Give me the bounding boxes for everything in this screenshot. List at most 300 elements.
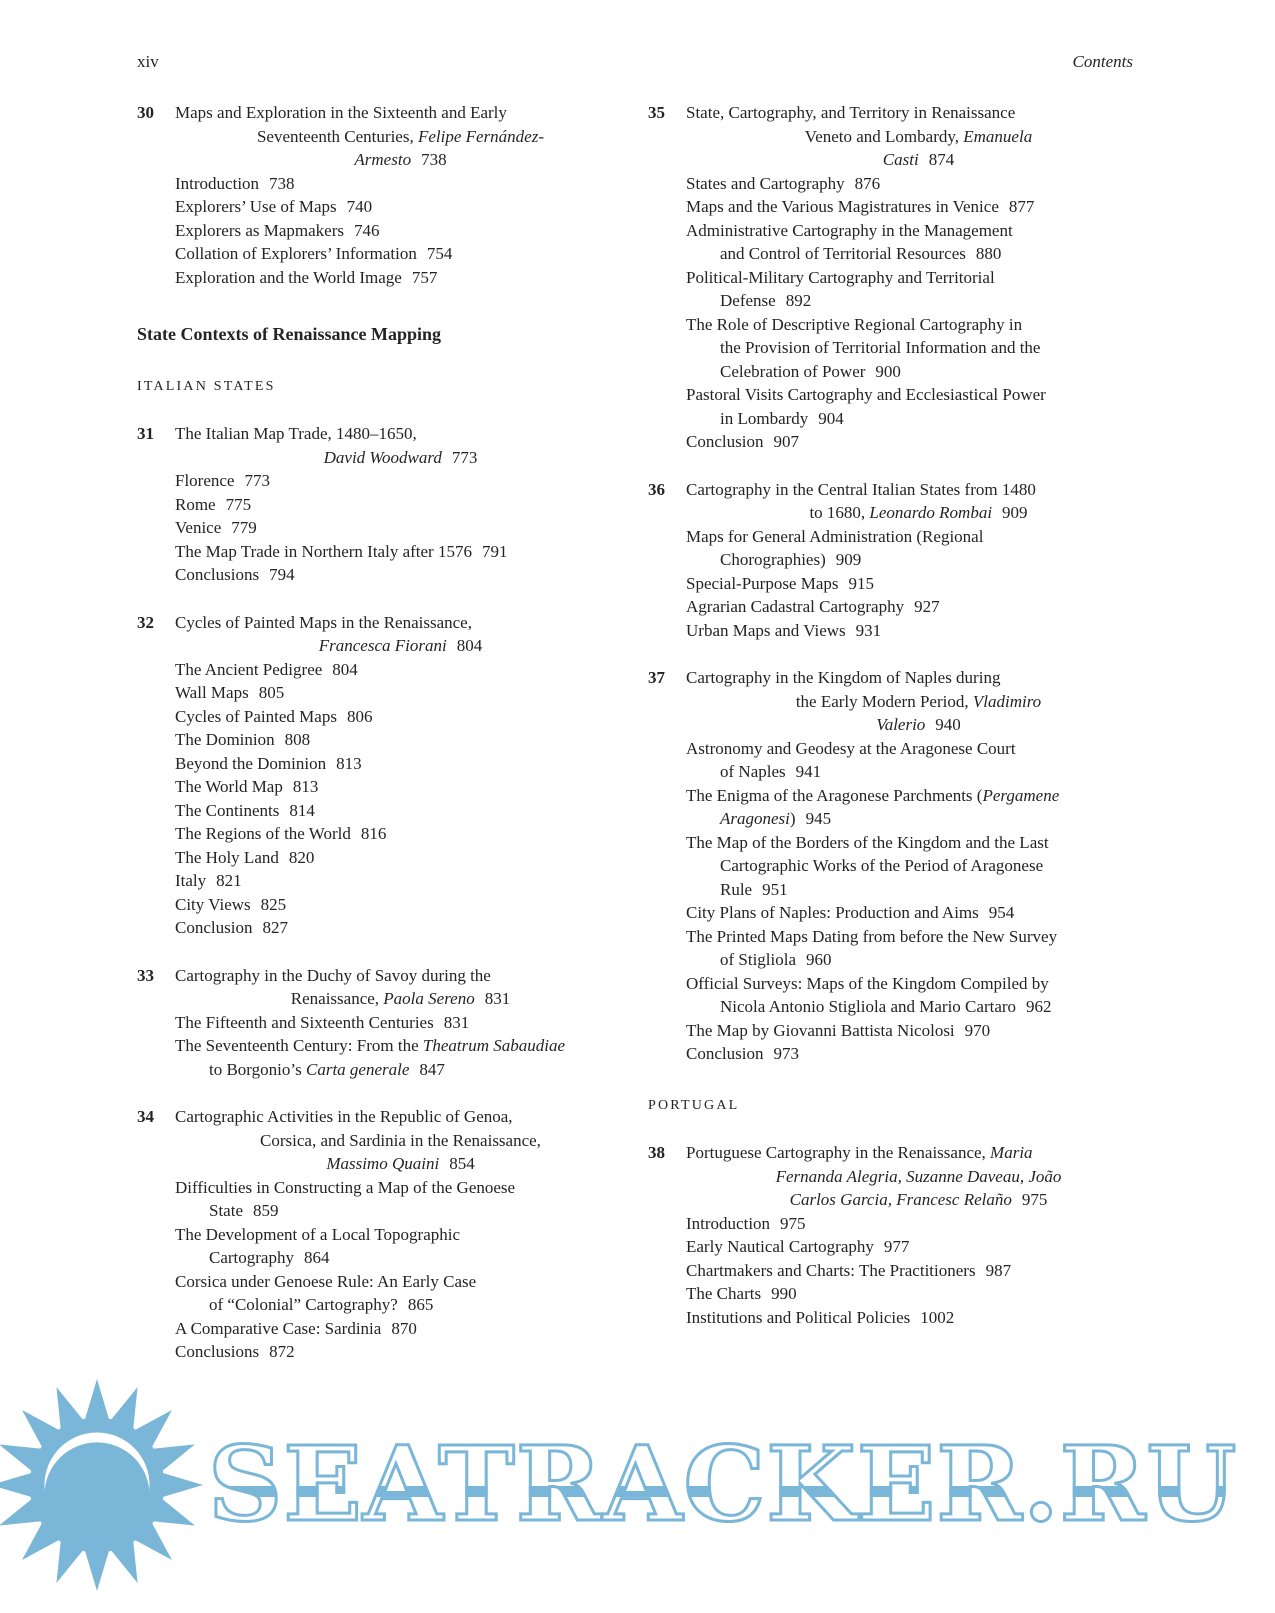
page-number: 909	[1002, 503, 1028, 522]
text-segment: of Stigliola	[720, 950, 797, 969]
chapter-title-line	[686, 148, 1151, 172]
text-segment: The Map Trade in Northern Italy after 1576	[175, 541, 472, 561]
page-number: 941	[795, 762, 822, 781]
entry-line	[686, 1259, 1151, 1283]
entry-line	[686, 1306, 1151, 1330]
chapter-title-line	[175, 446, 626, 470]
page-number: 813	[336, 753, 362, 773]
page-number: 847	[419, 1059, 445, 1079]
text-segment: The Holy Land	[175, 847, 279, 867]
entry-line	[686, 1042, 1151, 1066]
chapter-title-line	[175, 634, 626, 658]
page-number: 945	[805, 809, 832, 828]
chapter-number: 32	[137, 612, 154, 632]
page-number: 779	[231, 518, 257, 537]
page-number: 820	[288, 847, 315, 867]
chapter-35	[648, 101, 1151, 454]
text-segment: Chartmakers and Charts: The Practitioners	[686, 1260, 976, 1280]
toc-entry	[175, 1223, 626, 1270]
entry-line	[209, 1199, 626, 1223]
chapter-title-line	[686, 713, 1151, 737]
text-segment: Celebration of Power	[720, 361, 866, 381]
entry-line	[175, 822, 626, 846]
text-segment: The Fifteenth and Sixteenth Centuries	[175, 1012, 434, 1032]
entry-line	[175, 681, 626, 705]
text-segment: The Enigma of the Aragonese Parchments (	[686, 785, 983, 805]
text-segment: Political-Military Cartography and Territorial	[686, 267, 995, 287]
chapter-title	[175, 1105, 626, 1176]
entry-line	[686, 1019, 1151, 1043]
entry-line	[175, 195, 626, 219]
text-segment: Chorographies)	[720, 550, 826, 569]
toc-entry	[175, 799, 626, 823]
entry-line	[720, 336, 1151, 360]
text-segment: Nicola Antonio Stigliola and Mario Cartaro	[720, 997, 1017, 1016]
page-number: 865	[407, 1295, 434, 1314]
italic-text-segment: Massimo Quaini	[326, 1154, 440, 1173]
text-segment: The Charts	[686, 1284, 762, 1303]
page-number: 951	[762, 879, 788, 899]
text-segment: The Dominion	[175, 730, 275, 749]
italic-text-segment: Vladimiro	[972, 691, 1042, 711]
chapter-title-line	[686, 690, 1151, 714]
entry-line	[686, 219, 1151, 243]
entry-line	[175, 242, 626, 266]
toc-entry	[686, 1259, 1151, 1283]
subsection-heading: PORTUGAL	[648, 1097, 740, 1113]
entry-line	[720, 854, 1151, 878]
italic-text-segment: David Woodward	[323, 447, 442, 467]
text-segment: Astronomy and Geodesy at the Aragonese Court	[686, 738, 1016, 758]
chapter-title-line	[175, 964, 626, 988]
page-number: 990	[771, 1284, 797, 1303]
entry-line	[175, 563, 626, 587]
running-head: Contents	[1072, 52, 1133, 71]
entry-line	[175, 658, 626, 682]
entry-line	[720, 878, 1151, 902]
page-number: 740	[346, 197, 373, 216]
entry-line	[686, 831, 1151, 855]
entry-line	[175, 752, 626, 776]
page-number: 975	[1021, 1190, 1048, 1209]
text-segment: of “Colonial” Cartography?	[209, 1295, 398, 1314]
page-number: 915	[848, 573, 875, 593]
entry-line	[720, 407, 1151, 431]
folio-page-number: xiv	[137, 52, 159, 71]
page-number: 870	[391, 1318, 417, 1338]
chapter-title-line	[686, 501, 1151, 525]
toc-entry	[686, 831, 1151, 902]
italic-text-segment: Armesto	[354, 150, 412, 169]
text-segment: Portuguese Cartography in the Renaissance,	[686, 1143, 991, 1162]
page-number: 806	[346, 706, 373, 726]
page-header	[137, 50, 1133, 74]
page-number: 805	[258, 683, 285, 702]
page-number: 773	[244, 471, 270, 490]
text-segment: Veneto and Lombardy,	[804, 126, 964, 146]
text-segment: The Map of the Borders of the Kingdom and the Last	[686, 832, 1049, 852]
text-segment: A Comparative Case: Sardinia	[175, 1318, 382, 1338]
entry-line	[686, 784, 1151, 808]
entry-line	[686, 1235, 1151, 1259]
chapter-body	[175, 1105, 626, 1364]
text-segment: The World Map	[175, 777, 283, 796]
text-segment: State	[209, 1201, 243, 1220]
text-segment: Cartography	[209, 1248, 294, 1267]
entry-line	[686, 972, 1151, 996]
italic-text-segment: Carta generale	[305, 1059, 410, 1079]
toc-entry	[175, 1176, 626, 1223]
text-segment: Rome	[175, 494, 216, 514]
chapter-36	[648, 478, 1151, 643]
page-number: 892	[785, 291, 812, 310]
entry-line	[175, 869, 626, 893]
text-segment: Conclusion	[686, 432, 764, 451]
page-number: 754	[426, 244, 453, 263]
italic-text-segment: Aragonesi	[720, 809, 790, 828]
watermark	[0, 1379, 1275, 1591]
text-segment: Rule	[720, 879, 753, 899]
chapter-title-line	[175, 148, 626, 172]
toc-entry	[175, 1011, 626, 1035]
page-number: 977	[883, 1237, 910, 1256]
text-segment: The Regions of the World	[175, 824, 351, 843]
toc-entry	[175, 469, 626, 493]
toc-column-left	[137, 101, 626, 1364]
page-number: 821	[216, 871, 242, 890]
chapter-title-line	[686, 125, 1151, 149]
page-number: 738	[421, 150, 447, 169]
sun-over-sea-icon	[0, 1376, 206, 1594]
page-number: 831	[443, 1012, 470, 1032]
toc-entry	[686, 737, 1151, 784]
toc-entry	[686, 1042, 1151, 1066]
page-number: 831	[484, 989, 511, 1008]
chapter-title	[686, 1141, 1151, 1212]
chapter-title	[686, 101, 1151, 172]
chapter-body	[686, 1141, 1151, 1329]
text-segment: Introduction	[686, 1213, 771, 1233]
text-segment: The Ancient Pedigree	[175, 659, 323, 679]
text-segment: The Map by Giovanni Battista Nicolosi	[686, 1020, 955, 1040]
page-number: 954	[988, 903, 1015, 922]
toc-entry	[175, 728, 626, 752]
entry-line	[175, 1034, 626, 1058]
entry-line	[175, 219, 626, 243]
page-number: 773	[451, 447, 478, 467]
toc-entry	[686, 266, 1151, 313]
toc-entry	[175, 822, 626, 846]
page-number: 738	[269, 173, 295, 193]
chapter-title-line	[686, 666, 1151, 690]
text-segment: of Naples	[720, 762, 786, 781]
text-segment: The Printed Maps Dating from before the New Survey	[686, 926, 1058, 946]
chapter-30	[137, 101, 626, 289]
chapter-body	[686, 666, 1151, 1066]
chapter-number: 33	[137, 965, 154, 985]
entry-line	[175, 469, 626, 493]
chapter-37	[648, 666, 1151, 1066]
entry-line	[686, 619, 1151, 643]
text-segment: Conclusions	[175, 1342, 260, 1361]
chapter-32	[137, 611, 626, 940]
entry-line	[175, 799, 626, 823]
toc-entry	[175, 242, 626, 266]
entry-line	[686, 572, 1151, 596]
text-segment: in Lombardy	[720, 408, 809, 428]
text-segment: Collation of Explorers’ Information	[175, 244, 417, 263]
entry-line	[175, 266, 626, 290]
entry-line	[175, 893, 626, 917]
italic-text-segment: Francesca Fiorani	[318, 636, 447, 655]
text-segment: the Provision of Territorial Information and the	[720, 338, 1041, 357]
entry-line	[686, 1212, 1151, 1236]
toc-entry	[175, 658, 626, 682]
toc-entry	[175, 540, 626, 564]
text-segment: and Control of Territorial Resources	[720, 244, 966, 263]
chapter-number: 34	[137, 1107, 154, 1126]
page-number: 864	[303, 1248, 330, 1267]
toc-entry	[175, 869, 626, 893]
chapter-31	[137, 422, 626, 587]
page-number: 804	[456, 636, 483, 655]
text-segment: Introduction	[175, 173, 260, 193]
chapter-title	[175, 422, 626, 469]
entry-line	[720, 995, 1151, 1019]
text-segment: Conclusion	[686, 1044, 764, 1063]
chapter-body	[175, 422, 626, 587]
text-segment: Maps for General Administration (Regional	[686, 526, 984, 546]
page-number: 907	[773, 432, 799, 451]
chapter-number: 38	[648, 1143, 665, 1162]
page-number: 940	[935, 715, 961, 734]
chapter-title-line	[175, 125, 626, 149]
chapter-title	[175, 964, 626, 1011]
toc-entry	[175, 775, 626, 799]
toc-entry	[686, 1212, 1151, 1236]
page-number: 794	[269, 565, 295, 584]
page-number: 816	[360, 824, 387, 843]
toc-entry	[686, 1282, 1151, 1306]
chapter-body	[686, 478, 1151, 643]
page-number: 775	[225, 494, 252, 514]
text-segment: Conclusions	[175, 565, 260, 584]
toc-entry	[686, 1306, 1151, 1330]
watermark-text: SEATRACKER.RU	[208, 1424, 1238, 1546]
toc-entry	[175, 916, 626, 940]
page-number: 876	[854, 173, 881, 193]
toc-entry	[686, 195, 1151, 219]
text-segment: Administrative Cartography in the Management	[686, 220, 1013, 240]
page-number: 900	[875, 361, 901, 381]
entry-line	[686, 195, 1151, 219]
entry-line	[686, 430, 1151, 454]
page-number: 825	[260, 894, 287, 914]
italic-text-segment: Maria	[990, 1143, 1033, 1162]
page-number: 791	[481, 541, 508, 561]
toc-entry	[175, 195, 626, 219]
text-segment: Urban Maps and Views	[686, 620, 846, 640]
chapter-number: 35	[648, 103, 665, 122]
chapter-title-line	[175, 1129, 626, 1153]
text-segment: Maps and Exploration in the Sixteenth and Early	[175, 103, 507, 122]
page-number: 874	[928, 150, 955, 169]
toc-entry	[175, 219, 626, 243]
page-number: 757	[411, 267, 438, 287]
toc-entry	[686, 784, 1151, 831]
italic-text-segment: Theatrum Sabaudiae	[422, 1036, 566, 1055]
entry-line	[686, 901, 1151, 925]
text-segment: to Borgonio’s	[209, 1059, 306, 1079]
text-segment: )	[789, 809, 796, 828]
chapter-title-line	[686, 101, 1151, 125]
toc-entry	[686, 430, 1151, 454]
text-segment: Difficulties in Constructing a Map of the Genoese	[175, 1177, 516, 1197]
entry-line	[175, 846, 626, 870]
toc-entry	[175, 681, 626, 705]
text-segment: Explorers’ Use of Maps	[175, 197, 337, 216]
italic-text-segment: Felipe Fernández-	[417, 126, 545, 146]
toc-entry	[175, 752, 626, 776]
toc-entry	[175, 846, 626, 870]
text-segment: The Role of Descriptive Regional Cartography in	[686, 314, 1023, 334]
entry-line	[720, 360, 1151, 384]
entry-line	[209, 1246, 626, 1270]
toc-entry	[686, 925, 1151, 972]
toc-entry	[175, 1317, 626, 1341]
entry-line	[175, 1317, 626, 1341]
toc-entry	[686, 901, 1151, 925]
toc-entry	[175, 493, 626, 517]
page-number: 859	[253, 1201, 279, 1220]
text-segment: Seventeenth Centuries,	[256, 126, 418, 146]
chapter-title-line	[686, 1165, 1151, 1189]
chapter-body	[686, 101, 1151, 454]
page-number: 975	[780, 1213, 806, 1233]
page-number: 804	[332, 659, 358, 679]
toc-entry	[686, 595, 1151, 619]
entry-line	[175, 705, 626, 729]
toc-column-right	[648, 101, 1151, 1364]
page-number: 746	[354, 220, 380, 240]
entry-line	[175, 728, 626, 752]
text-segment: Special-Purpose Maps	[686, 573, 839, 593]
italic-text-segment: Casti	[882, 150, 919, 169]
entry-line	[686, 266, 1151, 290]
toc-entry	[686, 572, 1151, 596]
entry-line	[175, 1270, 626, 1294]
subsection-heading: ITALIAN STATES	[137, 378, 276, 394]
toc-entry	[686, 219, 1151, 266]
toc-entry	[686, 172, 1151, 196]
toc-entry	[686, 383, 1151, 430]
page-number: 1002	[920, 1307, 955, 1327]
chapter-title-line	[175, 987, 626, 1011]
toc-entry	[175, 1034, 626, 1081]
text-segment: Italy	[175, 871, 207, 890]
text-segment: to 1680,	[809, 503, 870, 522]
text-segment: Early Nautical Cartography	[686, 1237, 874, 1256]
page-number: 808	[284, 730, 311, 749]
text-segment: Institutions and Political Policies	[686, 1307, 911, 1327]
entry-line	[686, 737, 1151, 761]
toc-entry	[175, 705, 626, 729]
entry-line	[686, 1282, 1151, 1306]
chapter-38	[648, 1141, 1151, 1329]
entry-line	[175, 1340, 626, 1364]
text-segment: Exploration and the World Image	[175, 267, 402, 287]
chapter-title-line	[175, 1105, 626, 1129]
page-number: 904	[818, 408, 844, 428]
entry-line	[686, 383, 1151, 407]
italic-text-segment: Paola Sereno	[383, 989, 475, 1008]
chapter-number: 30	[137, 103, 154, 122]
text-segment: The Development of a Local Topographic	[175, 1224, 461, 1244]
italic-text-segment: Pergamene	[982, 785, 1060, 805]
text-segment: Corsica, and Sardinia in the Renaissance,	[260, 1130, 541, 1150]
page-number: 814	[289, 800, 315, 820]
page-number: 931	[855, 620, 882, 640]
text-segment: The Italian Map Trade, 1480–1650,	[175, 424, 417, 443]
text-segment: Cartography in the Duchy of Savoy during the	[175, 965, 491, 985]
text-segment: Maps and the Various Magistratures in Venice	[686, 197, 999, 216]
chapter-33	[137, 964, 626, 1082]
text-segment: Cartographic Activities in the Republic of Genoa,	[175, 1107, 513, 1126]
toc-entry	[686, 1019, 1151, 1043]
entry-line	[175, 516, 626, 540]
chapter-body	[175, 611, 626, 940]
text-segment: Pastoral Visits Cartography and Ecclesiastical Power	[686, 385, 1046, 404]
toc-entry	[686, 619, 1151, 643]
chapter-title	[686, 478, 1151, 525]
text-segment: State, Cartography, and Territory in Renaissance	[686, 103, 1016, 122]
page-number: 970	[964, 1020, 991, 1040]
entry-line	[175, 1223, 626, 1247]
entry-line	[175, 493, 626, 517]
text-segment: Official Surveys: Maps of the Kingdom Compiled by	[686, 973, 1049, 993]
entry-line	[686, 172, 1151, 196]
italic-text-segment: Carlos Garcia, Francesc Relaño	[789, 1190, 1012, 1209]
text-segment: Defense	[720, 291, 776, 310]
entry-line	[175, 916, 626, 940]
chapter-title-line	[686, 1141, 1151, 1165]
italic-text-segment: Valerio	[876, 715, 926, 734]
toc-entry	[175, 172, 626, 196]
chapter-title	[175, 101, 626, 172]
chapter-title-line	[686, 478, 1151, 502]
text-segment: City Views	[175, 894, 251, 914]
table-of-contents	[137, 101, 1151, 1364]
entry-line	[209, 1293, 626, 1317]
chapter-body	[175, 964, 626, 1082]
text-segment: Cartographic Works of the Period of Aragonese	[720, 856, 1044, 875]
text-segment: Cycles of Painted Maps in the Renaissance,	[175, 612, 472, 632]
toc-entry	[175, 516, 626, 540]
page-number: 854	[449, 1154, 475, 1173]
toc-entry	[175, 893, 626, 917]
entry-line	[720, 807, 1151, 831]
entry-line	[720, 760, 1151, 784]
entry-line	[686, 313, 1151, 337]
text-segment: Explorers as Mapmakers	[175, 220, 345, 240]
chapter-body	[175, 101, 626, 289]
toc-entry	[175, 1270, 626, 1317]
entry-line	[175, 172, 626, 196]
entry-line	[175, 1011, 626, 1035]
toc-entry	[686, 313, 1151, 384]
text-segment: Agrarian Cadastral Cartography	[686, 597, 905, 616]
entry-line	[686, 525, 1151, 549]
